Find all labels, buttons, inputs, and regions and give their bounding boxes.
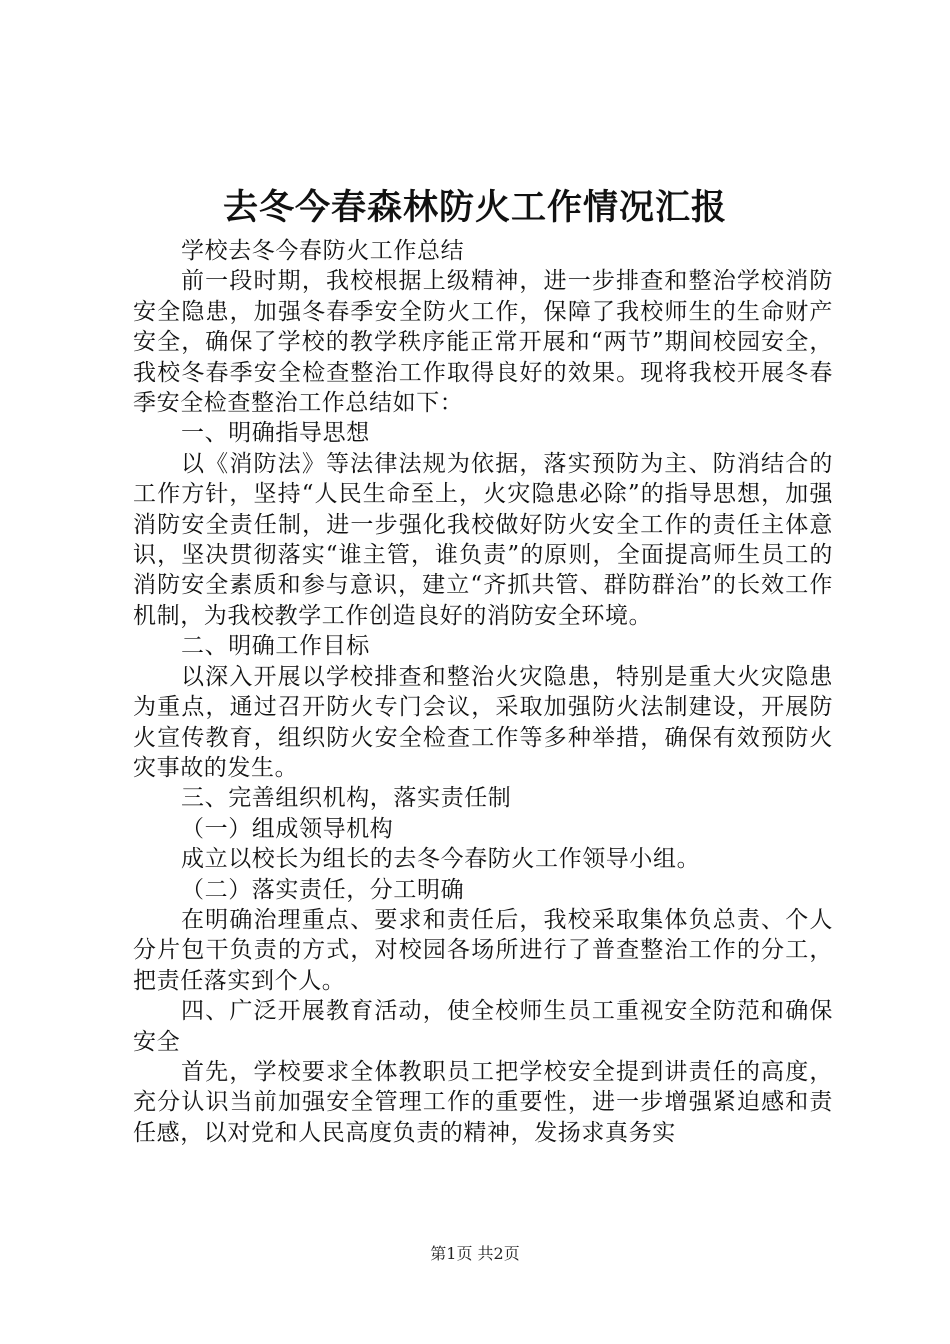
subsection-heading-3-1: （一）组成领导机构 [181, 815, 394, 842]
page-footer: 第1页 共2页 [430, 1244, 520, 1263]
document-title: 去冬今春森林防火工作情况汇报 [222, 187, 727, 228]
paragraph-section-3-1: 成立以校长为组长的去冬今春防火工作领导小组。 [181, 846, 701, 873]
subsection-heading-3-2: （二）落实责任，分工明确 [181, 876, 465, 903]
section-heading-1: 一、明确指导思想 [181, 420, 370, 447]
document-body [133, 236, 833, 1148]
section-heading-2: 二、明确工作目标 [181, 633, 370, 660]
paragraph-section-2: 以深入开展以学校排查和整治火灾隐患，特别是重大火灾隐患为重点，通过召开防火专门会议，采取加强防火法制建设，开展防火宣传教育，组织防火安全检查工作等多种举措，确保有效预防火灾事故的发生。 [133, 663, 833, 781]
paragraph-section-1: 以《消防法》等法律法规为依据，落实预防为主、防消结合的工作方针，坚持“人民生命至上，火灾隐患必除”的指导思想，加强消防安全责任制，进一步强化我校做好防火安全工作的责任主体意识，坚决贯彻落实“谁主管，谁负责”的原则，全面提高师生员工的消防安全素质和参与意识，建立“齐抓共管、群防群治”的长效工作机制，为我校教学工作创造良好的消防安全环境。 [133, 450, 833, 629]
paragraph-intro: 前一段时期，我校根据上级精神，进一步排查和整治学校消防安全隐患，加强冬春季安全防火工作，保障了我校师生的生命财产安全，确保了学校的教学秩序能正常开展和“两节”期间校园安全，我校冬春季安全检查整治工作取得良好的效果。现将我校开展冬春季安全检查整治工作总结如下： [133, 268, 833, 417]
paragraph-subtitle: 学校去冬今春防火工作总结 [181, 238, 465, 264]
paragraph-section-3-2: 在明确治理重点、要求和责任后，我校采取集体负总责、个人分片包干负责的方式，对校园各场所进行了普查整治工作的分工，把责任落实到个人。 [133, 906, 833, 994]
section-heading-3: 三、完善组织机构，落实责任制 [181, 785, 512, 812]
section-heading-4: 四、广泛开展教育活动，使全校师生员工重视安全防范和确保安全 [133, 998, 833, 1055]
paragraph-section-4: 首先，学校要求全体教职员工把学校安全提到讲责任的高度，充分认识当前加强安全管理工作的重要性，进一步增强紧迫感和责任感，以对党和人民高度负责的精神，发扬求真务实 [133, 1058, 833, 1146]
